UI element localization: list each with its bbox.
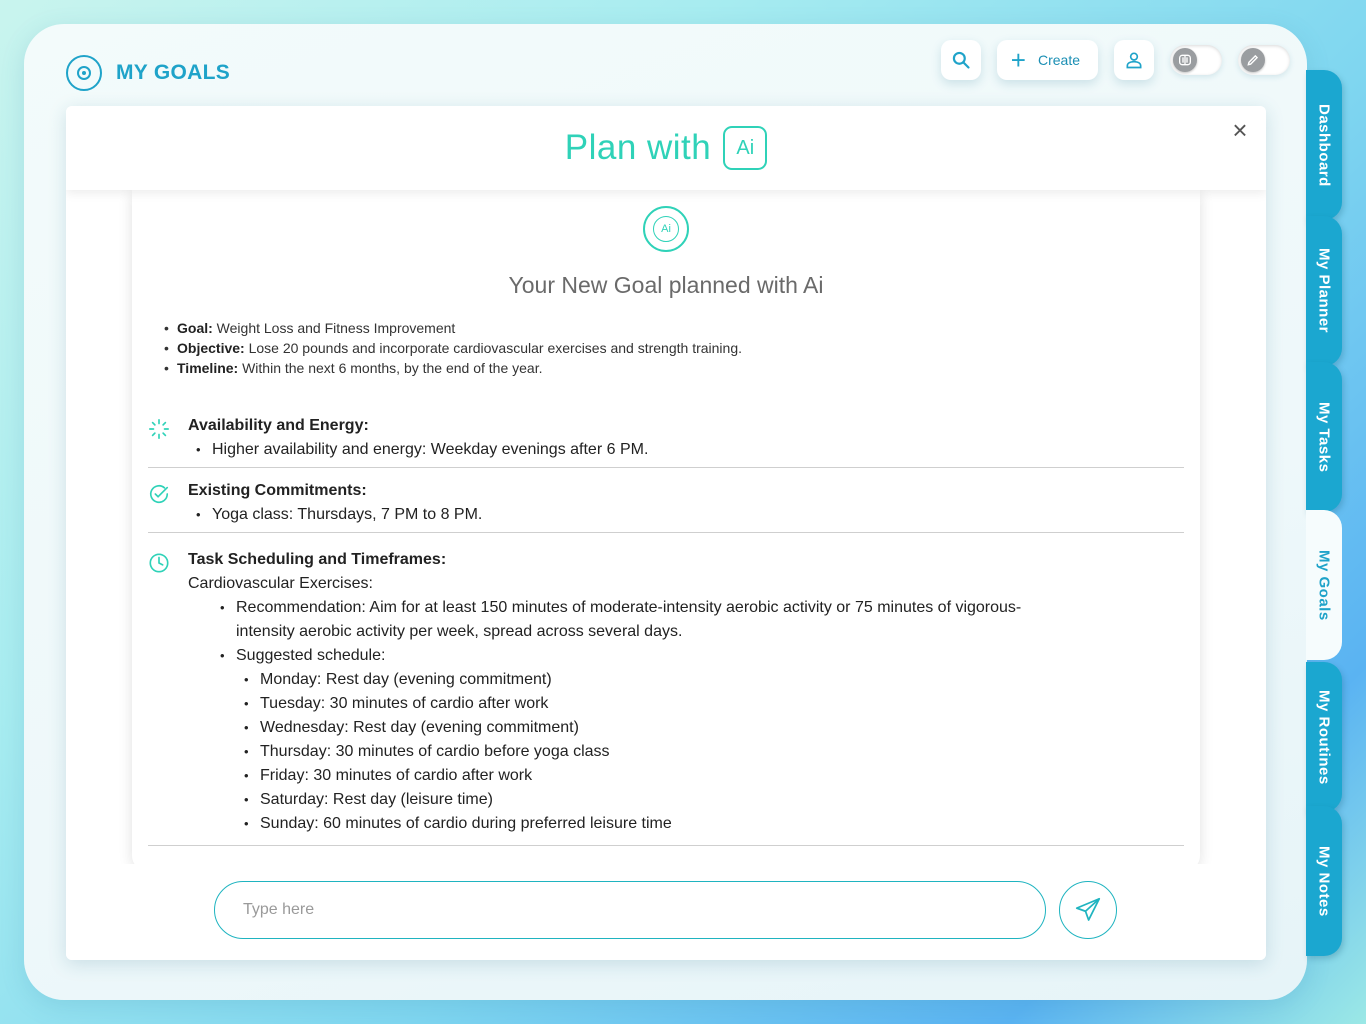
- create-button[interactable]: [997, 40, 1098, 80]
- section-title: Task Scheduling and Timeframes:: [188, 551, 447, 568]
- section-commitments: [148, 479, 1184, 527]
- toolbar: [925, 40, 1290, 80]
- chat-input-bar: [66, 864, 1266, 960]
- send-icon: [1073, 895, 1103, 925]
- summary-item: [162, 318, 742, 338]
- summary-key: Timeline:: [177, 360, 239, 376]
- ai-icon-label: Ai: [653, 216, 679, 242]
- tab-label: My Tasks: [1315, 401, 1333, 473]
- summary-item: [162, 338, 742, 358]
- section-availability: [148, 414, 1184, 462]
- recommendation-text: Recommendation: Aim for at least 150 minutes of moderate-intensity aerobic activity or 75 minutes of vigorous-intensity aerobic activity per week, spread across several days.: [236, 599, 1022, 640]
- summary-item: [162, 358, 742, 378]
- modal-title: Plan with: [564, 128, 712, 167]
- schedule-item: • Saturday: Rest day (leisure time): [188, 788, 1184, 812]
- page-title: MY GOALS: [116, 61, 231, 84]
- summary-value: Lose 20 pounds and incorporate cardiovascular exercises and strength training.: [244, 340, 743, 356]
- create-label: Create: [1037, 52, 1080, 68]
- tab-my-goals[interactable]: [1306, 510, 1342, 660]
- goal-plan-card: [132, 190, 1200, 870]
- clock-icon: [148, 552, 170, 574]
- schedule-item: • Friday: 30 minutes of cardio after work: [188, 764, 1184, 788]
- brand: [66, 55, 230, 91]
- theme-toggle[interactable]: [1170, 45, 1222, 75]
- summary-key: Goal:: [177, 320, 213, 336]
- schedule-item: • Tuesday: 30 minutes of cardio after work: [188, 692, 1184, 716]
- schedule-item: • Monday: Rest day (evening commitment): [188, 668, 1184, 692]
- tab-my-notes[interactable]: [1306, 806, 1342, 956]
- pencil-icon: [1241, 48, 1265, 72]
- ai-circle-icon: [643, 206, 689, 252]
- tab-label: My Routines: [1315, 689, 1333, 785]
- schedule-item: • Wednesday: Rest day (evening commitment): [188, 716, 1184, 740]
- schedule-item: • Thursday: 30 minutes of cardio before yoga class: [188, 740, 1184, 764]
- divider: [148, 845, 1184, 846]
- list-item: • Suggested schedule:: [188, 644, 1184, 668]
- tab-my-routines[interactable]: [1306, 662, 1342, 812]
- tab-label: My Notes: [1315, 845, 1333, 917]
- chat-input[interactable]: [214, 881, 1046, 939]
- summary-value: Weight Loss and Fitness Improvement: [212, 320, 456, 336]
- plus-icon: +: [1010, 45, 1026, 75]
- list-item: • Yoga class: Thursdays, 7 PM to 8 PM.: [188, 503, 1184, 527]
- section-title: Availability and Energy:: [188, 417, 369, 434]
- user-icon: [1124, 50, 1144, 70]
- brain-icon: [1173, 48, 1197, 72]
- section-scheduling: [148, 548, 1184, 836]
- tab-my-planner[interactable]: [1306, 216, 1342, 366]
- schedule-item: • Sunday: 60 minutes of cardio during preferred leisure time: [188, 812, 1184, 836]
- send-button[interactable]: [1059, 881, 1117, 939]
- section-subtitle: Cardiovascular Exercises:: [188, 575, 373, 592]
- ai-icon: Ai: [723, 126, 767, 170]
- plan-with-ai-modal: [66, 106, 1266, 960]
- tab-my-tasks[interactable]: [1306, 362, 1342, 512]
- target-icon: [66, 55, 102, 91]
- list-item: • Higher availability and energy: Weekday evenings after 6 PM.: [188, 438, 1184, 462]
- plan-heading: Your New Goal planned with Ai: [508, 272, 824, 298]
- modal-header: [66, 106, 1266, 190]
- tab-label: My Goals: [1315, 549, 1333, 621]
- tab-label: My Planner: [1315, 248, 1333, 334]
- tab-dashboard[interactable]: [1306, 70, 1342, 220]
- search-button[interactable]: [941, 40, 981, 80]
- summary-value: Within the next 6 months, by the end of the year.: [238, 360, 543, 376]
- divider: [148, 467, 1184, 468]
- edit-toggle[interactable]: [1238, 45, 1290, 75]
- tab-label: Dashboard: [1315, 103, 1333, 187]
- profile-button[interactable]: [1114, 40, 1154, 80]
- check-circle-icon: [148, 483, 170, 505]
- goal-summary: [162, 318, 742, 378]
- search-icon: [951, 50, 971, 70]
- summary-key: Objective:: [177, 340, 245, 356]
- close-button[interactable]: ×: [1232, 115, 1248, 145]
- section-title: Existing Commitments:: [188, 482, 367, 499]
- divider: [148, 532, 1184, 533]
- list-item: [188, 596, 1058, 644]
- loading-icon: [148, 418, 170, 440]
